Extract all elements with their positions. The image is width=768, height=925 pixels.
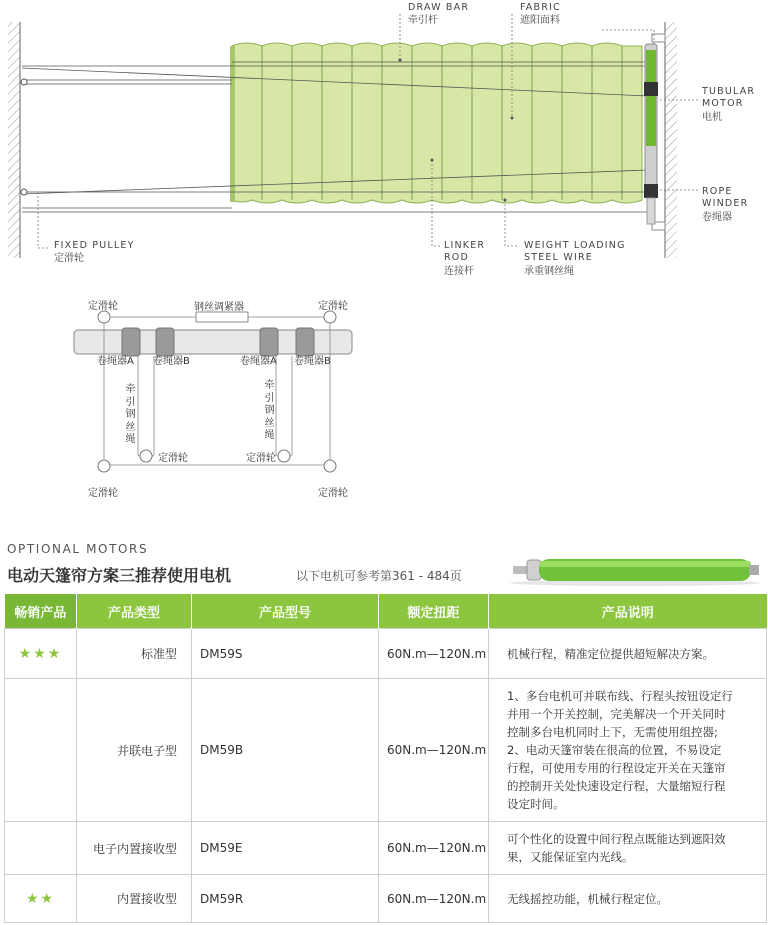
rope-winder-top <box>644 82 658 96</box>
table-row <box>5 875 767 923</box>
col-description: 产品说明 <box>489 594 767 629</box>
fixed-pulley-label-en: FIXED PULLEY <box>54 240 135 251</box>
fixed-pulley-label-cn: 定滑轮 <box>54 253 84 264</box>
col-type: 产品类型 <box>77 594 192 629</box>
draw-bar-label-en: DRAW BAR <box>408 2 470 13</box>
rope-winder-bottom <box>644 184 658 198</box>
rope-winder-label-en: ROPE WINDER <box>702 186 749 209</box>
pulley-label-tr: 定滑轮 <box>318 301 348 312</box>
rating-stars: ★★★ <box>5 629 77 679</box>
tensioner-label: 钢丝调紧器 <box>194 302 244 313</box>
rope-winder-label-cn: 卷绳器 <box>702 212 732 223</box>
table-row <box>5 679 767 822</box>
fabric-label-cn: 遮阳面料 <box>520 15 560 26</box>
linker-rod-label-en: LINKER ROD <box>444 240 486 263</box>
draw-bar <box>230 46 235 202</box>
pulley-label-br: 定滑轮 <box>318 488 348 499</box>
winder-a-label-1: 卷绳器A <box>97 356 134 367</box>
rating-stars: ★★ <box>5 875 77 923</box>
page-reference: 以下电机可参考第361 - 484页 <box>296 569 462 583</box>
optional-motors-heading: OPTIONAL MOTORS <box>7 542 149 556</box>
wire-label-1: 牵引钢丝绳 <box>125 384 136 445</box>
section-title: 电动天篷帘方案三推荐使用电机 <box>7 566 232 585</box>
weight-wire-label-cn: 承重钢丝绳 <box>524 266 574 277</box>
rated-torque: 60N.m—120N.m <box>379 679 489 822</box>
product-type: 标准型 <box>77 629 192 679</box>
wire-routing-diagram <box>0 290 768 505</box>
fixed-pulley-bottom <box>21 189 27 195</box>
product-description: 无线摇控功能，机械行程定位。 <box>489 875 767 923</box>
pulley-label-tl: 定滑轮 <box>88 301 118 312</box>
left-wall <box>8 22 20 258</box>
product-type: 并联电子型 <box>77 679 192 822</box>
rating-stars <box>5 822 77 875</box>
weight-wire-label-en: WEIGHT LOADING STEEL WIRE <box>524 240 626 263</box>
fabric-panel <box>232 43 642 203</box>
wire-routing-drawing <box>0 290 768 505</box>
motor-table <box>4 594 767 923</box>
product-description: 机械行程，精准定位提供超短解决方案。 <box>489 629 767 679</box>
product-description: 1、多台电机可并联布线、行程头按钮设定行 并用一个开关控制，完美解决一个开关同时 控制多台电机同时上下，无需使用组控器; 2、电动天篷帘装在很高的位置，不易设定 行程，可使用专用的行程设定开关在天篷帘 的控制开关处快速设定行程，大量缩短行程 设定时间。 <box>489 679 767 822</box>
table-row <box>5 822 767 875</box>
table-row <box>5 629 767 679</box>
pulley-label-bl: 定滑轮 <box>88 488 118 499</box>
product-model: DM59B <box>192 679 379 822</box>
winder-a-label-2: 卷绳器A <box>240 356 277 367</box>
table-header-row <box>5 594 767 629</box>
tubular-motor-label-cn: 电机 <box>702 112 722 123</box>
product-model: DM59R <box>192 875 379 923</box>
tubular-motor-image <box>505 552 765 588</box>
col-model: 产品型号 <box>192 594 379 629</box>
col-bestseller: 畅销产品 <box>5 594 77 629</box>
fixed-pulley-top <box>21 79 27 85</box>
rating-stars <box>5 679 77 822</box>
awning-diagram <box>0 0 768 290</box>
rated-torque: 60N.m—120N.m <box>379 875 489 923</box>
tubular-motor-label-en: TUBULAR MOTOR <box>702 86 756 109</box>
fabric-label-en: FABRIC <box>520 2 561 13</box>
wire-label-2: 牵引钢丝绳 <box>264 380 275 441</box>
pulley-label-mid1: 定滑轮 <box>158 453 188 464</box>
product-model: DM59E <box>192 822 379 875</box>
winder-b-label-1: 卷绳器B <box>153 356 190 367</box>
product-description: 可个性化的设置中间行程点既能达到遮阳效 果，又能保证室内光线。 <box>489 822 767 875</box>
wire-tensioner <box>196 312 248 322</box>
draw-bar-label-cn: 牵引杆 <box>408 15 438 26</box>
product-model: DM59S <box>192 629 379 679</box>
rated-torque: 60N.m—120N.m <box>379 629 489 679</box>
product-type: 内置接收型 <box>77 875 192 923</box>
pulley-label-mid2: 定滑轮 <box>246 453 276 464</box>
rated-torque: 60N.m—120N.m <box>379 822 489 875</box>
linker-rod-label-cn: 连接杆 <box>444 266 474 277</box>
product-type: 电子内置接收型 <box>77 822 192 875</box>
col-torque: 额定扭距 <box>379 594 489 629</box>
right-wall <box>665 22 677 258</box>
winder-b-label-2: 卷绳器B <box>294 356 331 367</box>
